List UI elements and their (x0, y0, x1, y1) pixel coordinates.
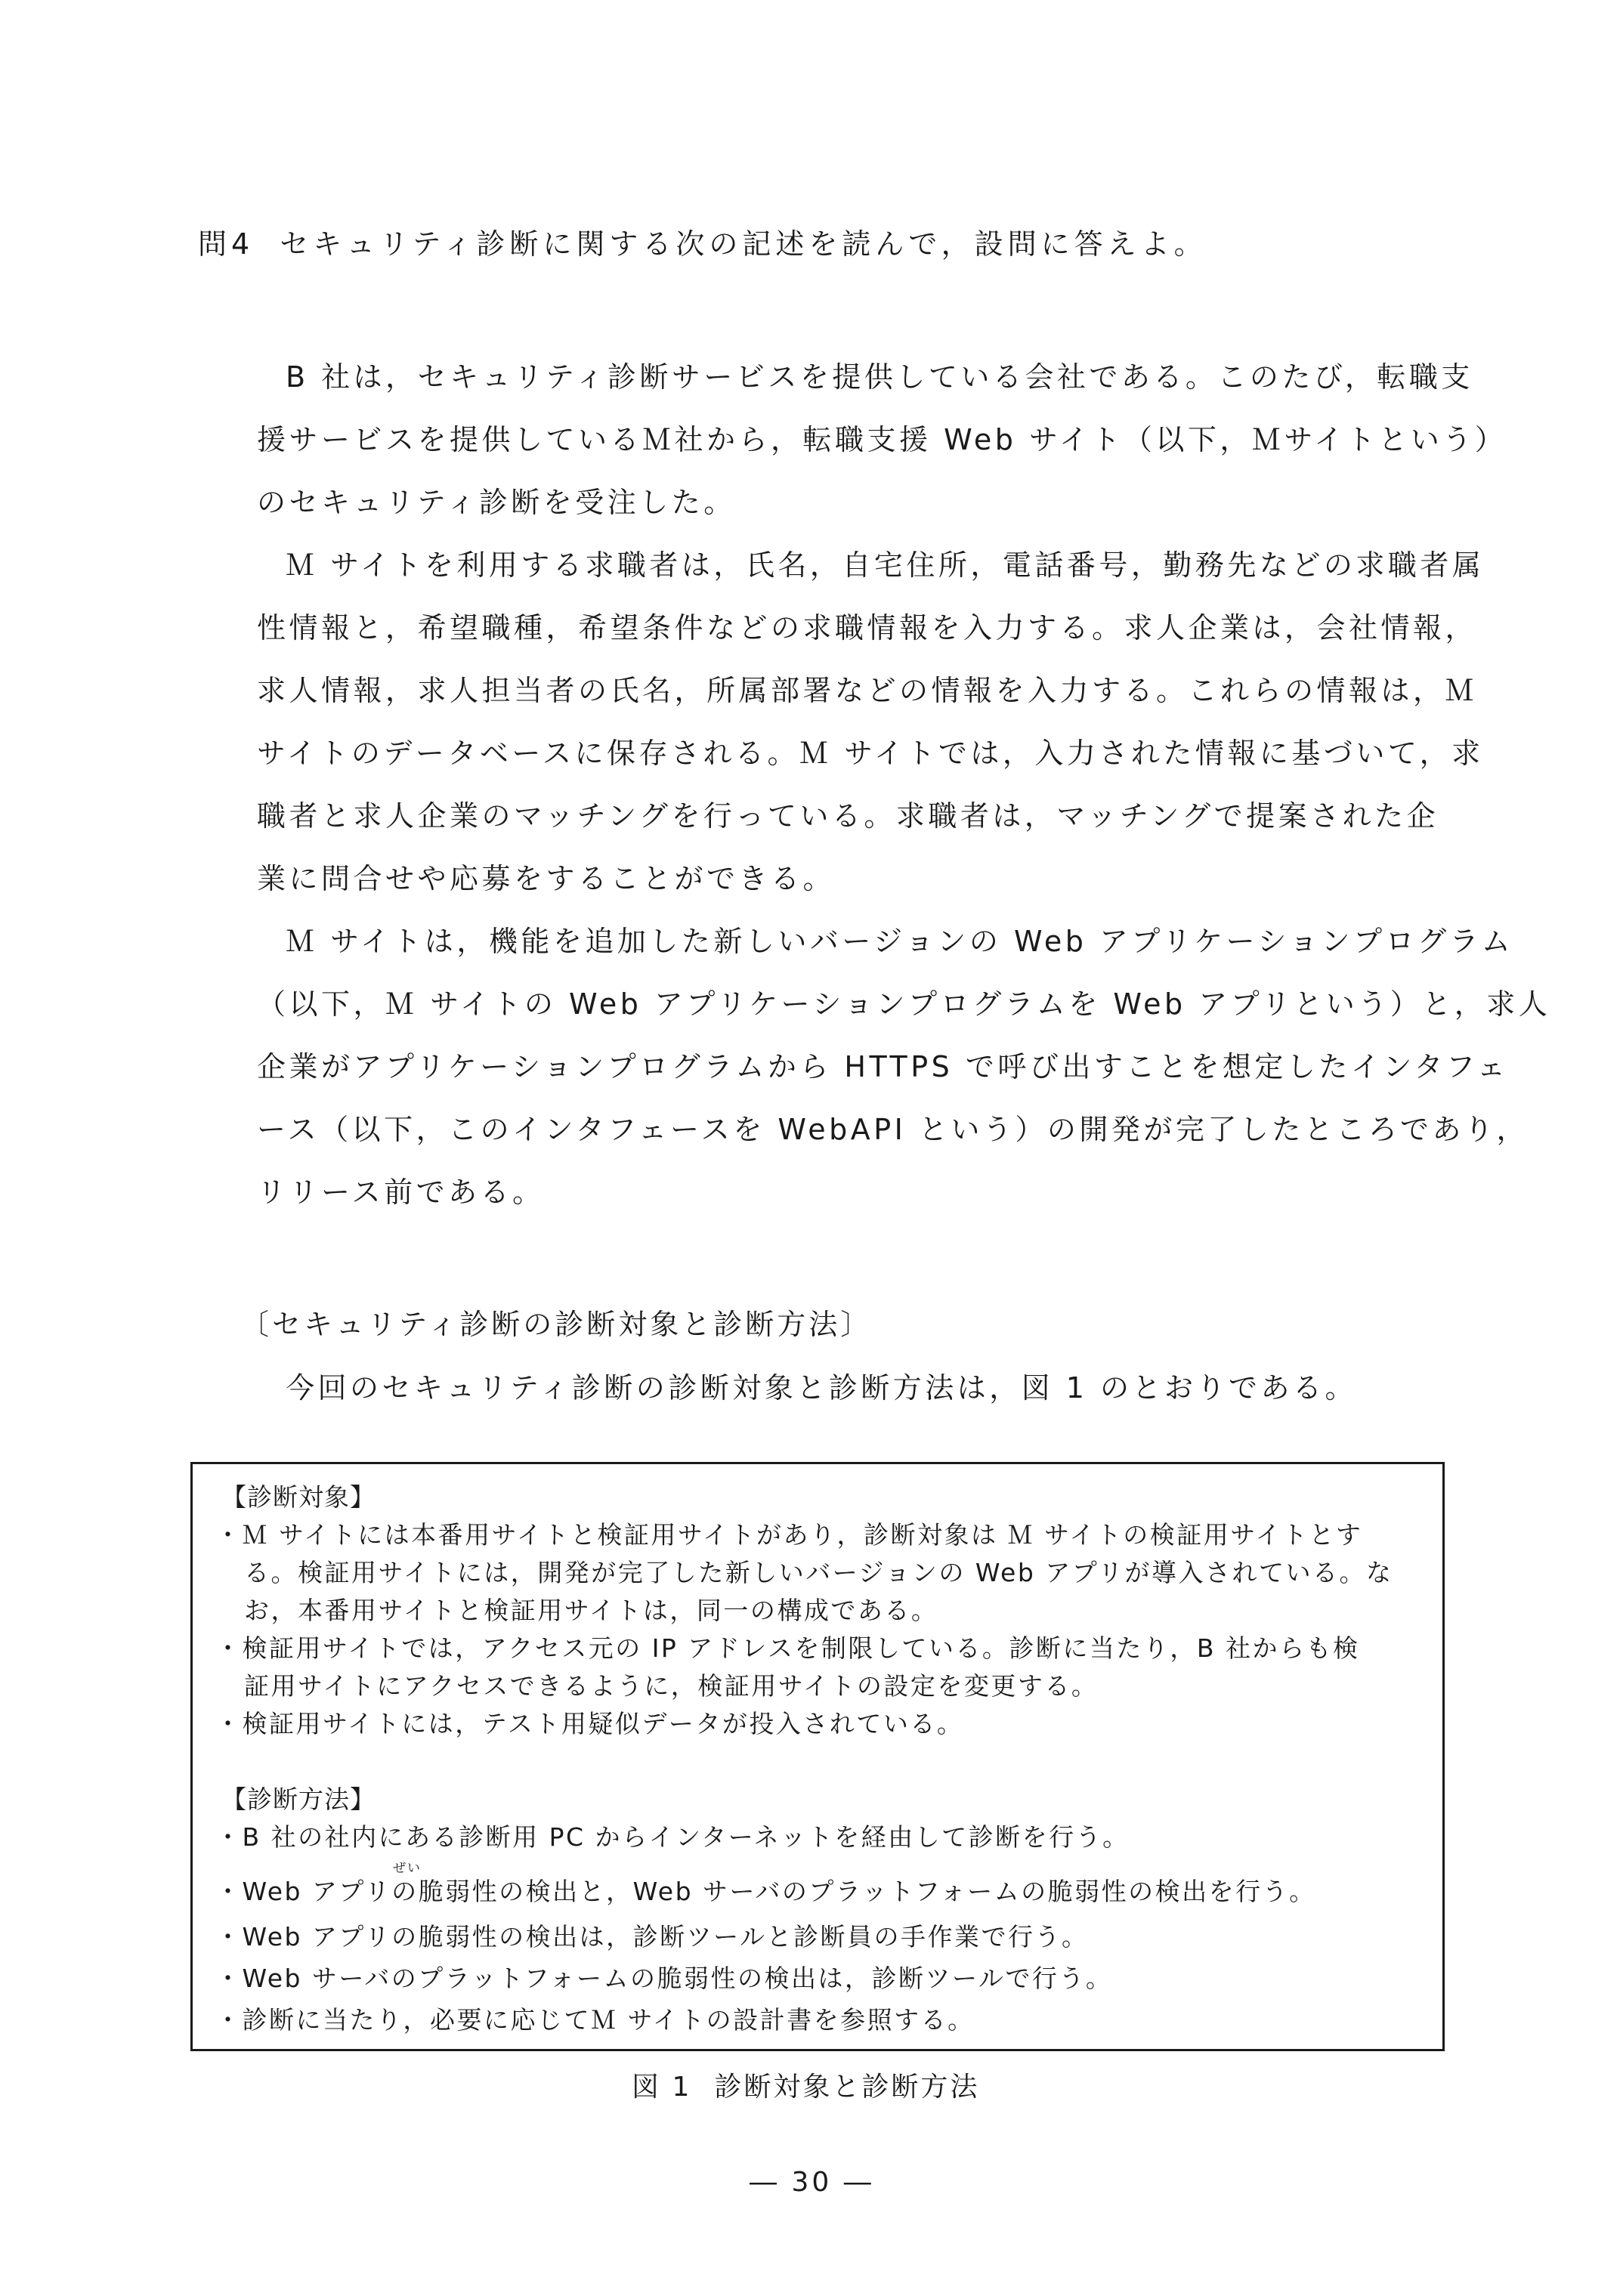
section-intro: 今回のセキュリティ診断の診断対象と診断方法は，図 1 のとおりである。 (286, 1371, 1358, 1404)
section-heading: 〔セキュリティ診断の診断対象と診断方法〕 (240, 1308, 873, 1341)
target-item: ・Ｍ サイトには本番用サイトと検証用サイトがあり，診断対象は Ｍ サイトの検証用サイトとす (215, 1520, 1363, 1550)
method-item: ・Web アプリの脆弱性の検出と，Web サーバのプラットフォームの脆弱性の検出を行う。 (215, 1877, 1316, 1906)
body-line: 援サービスを提供しているＭ社から，転職支援 Web サイト（以下，Ｍサイトという） (257, 423, 1507, 456)
body-line: リリース前である。 (257, 1176, 545, 1209)
target-heading: 【診断対象】 (221, 1482, 376, 1512)
body-line: ース（以下，このインタフェースを WebAPI という）の開発が完了したところであり， (257, 1113, 1529, 1146)
method-item: ・診断に当たり，必要に応じてＭ サイトの設計書を参照する。 (215, 2005, 975, 2035)
body-line: のセキュリティ診断を受注した。 (257, 486, 736, 519)
body-line: 業に問合せや応募をすることができる。 (257, 862, 836, 895)
body-line: 職者と求人企業のマッチングを行っている。求職者は，マッチングで提案された企 (257, 799, 1439, 833)
target-item: ・検証用サイトでは，アクセス元の IP アドレスを制限している。診断に当たり，B 社からも検 (215, 1633, 1360, 1663)
body-line: 企業がアプリケーションプログラムから HTTPS で呼び出すことを想定したインタフェ (257, 1050, 1509, 1083)
body-line: 求人情報，求人担当者の氏名，所属部署などの情報を入力する。これらの情報は，Ｍ (257, 674, 1478, 707)
target-item: る。検証用サイトには，開発が完了した新しいバージョンの Web アプリが導入されている。な (244, 1558, 1393, 1587)
page-number: ― 30 ― (750, 2167, 874, 2198)
figure-box (190, 1462, 1445, 2051)
method-item: ・Web サーバのプラットフォームの脆弱性の検出は，診断ツールで行う。 (215, 1964, 1113, 1993)
body-line: Ｍ サイトは，機能を追加した新しいバージョンの Web アプリケーションプログラム (286, 925, 1514, 958)
target-item: 証用サイトにアクセスできるように，検証用サイトの設定を変更する。 (244, 1671, 1099, 1701)
figure-caption-text: 診断対象と診断方法 (714, 2072, 980, 2103)
target-item: ・検証用サイトには，テスト用疑似データが投入されている。 (215, 1709, 964, 1738)
method-item: ・B 社の社内にある診断用 PC からインターネットを経由して診断を行う。 (215, 1822, 1130, 1852)
target-item: お，本番用サイトと検証用サイトは，同一の構成である。 (244, 1596, 938, 1625)
method-item: ・Web アプリの脆弱性の検出は，診断ツールと診断員の手作業で行う。 (215, 1922, 1089, 1951)
figure-caption (632, 2066, 979, 2104)
method-heading: 【診断方法】 (221, 1785, 376, 1814)
body-line: B 社は，セキュリティ診断サービスを提供している会社である。このたび，転職支 (286, 360, 1473, 394)
body-line: 性情報と，希望職種，希望条件などの求職情報を入力する。求人企業は，会社情報， (257, 611, 1478, 644)
body-line: （以下，Ｍ サイトの Web アプリケーションプログラムを Web アプリという）と，求人 (257, 987, 1551, 1021)
question-number: 問4 (198, 227, 255, 261)
body-line: サイトのデータベースに保存される。Ｍ サイトでは，入力された情報に基づいて，求 (257, 737, 1484, 770)
question-title-text: セキュリティ診断に関する次の記述を読んで，設問に答えよ。 (280, 227, 1207, 261)
ruby-annotation: ぜい (393, 1861, 422, 1876)
question-title (198, 221, 1207, 262)
body-line: Ｍ サイトを利用する求職者は，氏名，自宅住所，電話番号，勤務先などの求職者属 (286, 549, 1485, 582)
figure-caption-number: 図 1 (632, 2072, 692, 2103)
